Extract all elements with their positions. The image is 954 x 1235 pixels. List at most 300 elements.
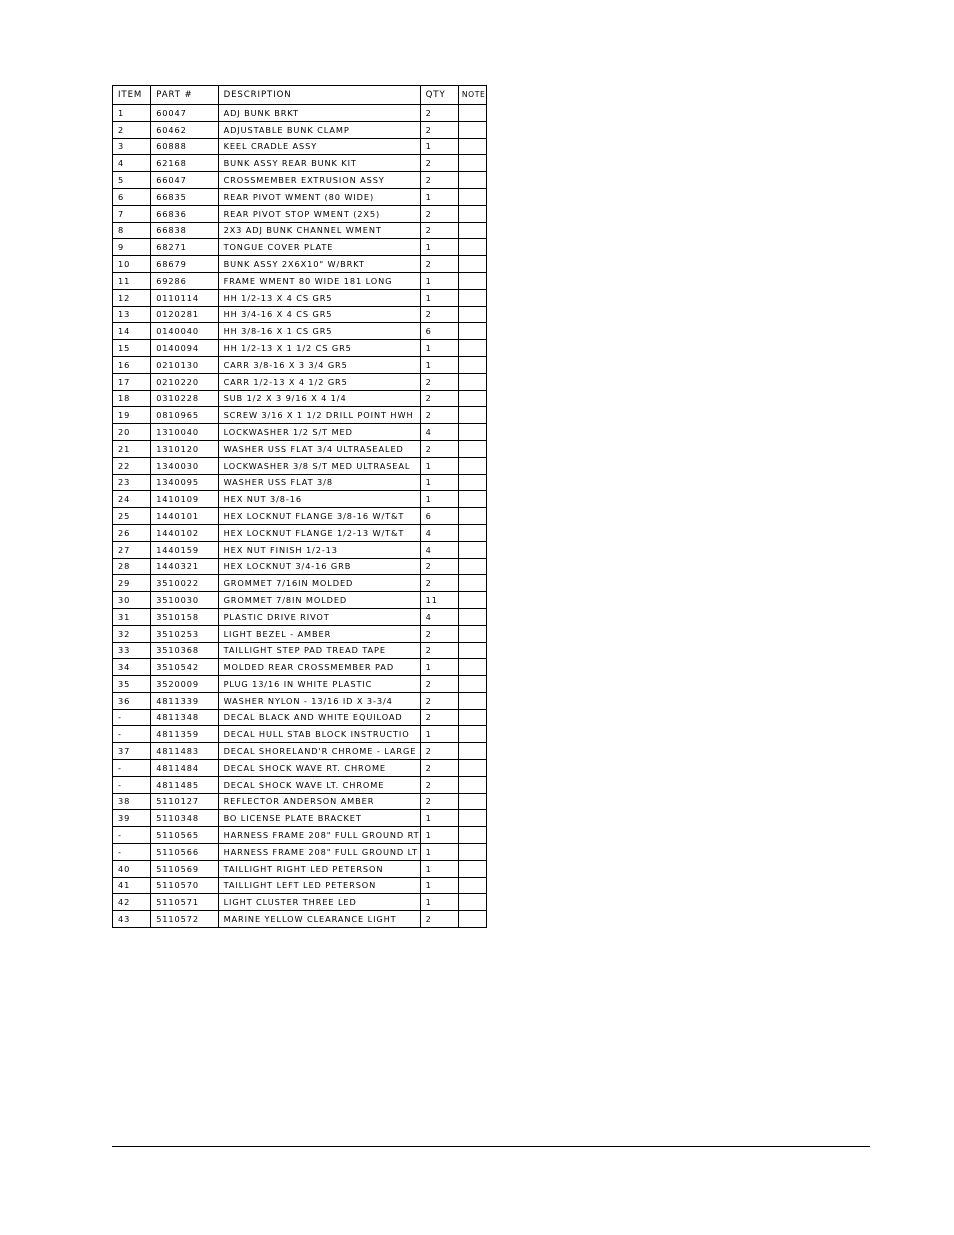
cell-part-number: 0310228: [151, 390, 218, 407]
cell-description: TAILLIGHT RIGHT LED PETERSON: [218, 860, 420, 877]
cell-description: DECAL SHORELAND'R CHROME - LARGE: [218, 743, 420, 760]
cell-item: 38: [113, 793, 151, 810]
cell-note: [458, 323, 486, 340]
cell-qty: 2: [420, 692, 458, 709]
cell-note: [458, 743, 486, 760]
table-row: [113, 205, 487, 222]
cell-description: FRAME WMENT 80 WIDE 181 LONG: [218, 272, 420, 289]
cell-item: 13: [113, 306, 151, 323]
cell-description: HEX LOCKNUT FLANGE 1/2-13 W/T&T: [218, 524, 420, 541]
cell-description: MARINE YELLOW CLEARANCE LIGHT: [218, 911, 420, 928]
cell-description: ADJUSTABLE BUNK CLAMP: [218, 121, 420, 138]
cell-part-number: 66835: [151, 188, 218, 205]
cell-part-number: 5110127: [151, 793, 218, 810]
cell-item: -: [113, 776, 151, 793]
cell-note: [458, 222, 486, 239]
cell-qty: 1: [420, 289, 458, 306]
cell-description: DECAL BLACK AND WHITE EQUILOAD: [218, 709, 420, 726]
cell-qty: 2: [420, 793, 458, 810]
cell-item: 2: [113, 121, 151, 138]
cell-note: [458, 172, 486, 189]
cell-qty: 2: [420, 743, 458, 760]
cell-note: [458, 642, 486, 659]
cell-description: PLASTIC DRIVE RIVOT: [218, 608, 420, 625]
cell-description: CROSSMEMBER EXTRUSION ASSY: [218, 172, 420, 189]
cell-qty: 2: [420, 575, 458, 592]
cell-note: [458, 592, 486, 609]
cell-item: 37: [113, 743, 151, 760]
cell-note: [458, 256, 486, 273]
cell-note: [458, 121, 486, 138]
cell-item: 21: [113, 440, 151, 457]
cell-description: REAR PIVOT STOP WMENT (2X5): [218, 205, 420, 222]
cell-note: [458, 625, 486, 642]
cell-qty: 11: [420, 592, 458, 609]
table-row: [113, 625, 487, 642]
cell-item: 34: [113, 659, 151, 676]
cell-item: 12: [113, 289, 151, 306]
cell-part-number: 5110566: [151, 844, 218, 861]
cell-note: [458, 860, 486, 877]
cell-description: BO LICENSE PLATE BRACKET: [218, 810, 420, 827]
cell-part-number: 3510158: [151, 608, 218, 625]
cell-note: [458, 709, 486, 726]
table-row: [113, 306, 487, 323]
cell-item: 5: [113, 172, 151, 189]
cell-note: [458, 659, 486, 676]
cell-description: HEX LOCKNUT FLANGE 3/8-16 W/T&T: [218, 508, 420, 525]
cell-description: BUNK ASSY 2X6X10" W/BRKT: [218, 256, 420, 273]
cell-part-number: 3520009: [151, 676, 218, 693]
cell-description: TONGUE COVER PLATE: [218, 239, 420, 256]
cell-part-number: 3510030: [151, 592, 218, 609]
cell-part-number: 60888: [151, 138, 218, 155]
table-row: [113, 272, 487, 289]
cell-item: 18: [113, 390, 151, 407]
cell-part-number: 4811483: [151, 743, 218, 760]
table-row: [113, 743, 487, 760]
cell-description: SUB 1/2 X 3 9/16 X 4 1/4: [218, 390, 420, 407]
header-item: ITEM: [113, 86, 151, 105]
cell-part-number: 5110565: [151, 827, 218, 844]
cell-description: HH 1/2-13 X 1 1/2 CS GR5: [218, 340, 420, 357]
cell-description: HEX LOCKNUT 3/4-16 GRB: [218, 558, 420, 575]
cell-item: 23: [113, 474, 151, 491]
cell-qty: 4: [420, 424, 458, 441]
cell-part-number: 5110348: [151, 810, 218, 827]
cell-description: MOLDED REAR CROSSMEMBER PAD: [218, 659, 420, 676]
cell-item: 22: [113, 457, 151, 474]
table-row: [113, 659, 487, 676]
cell-item: 20: [113, 424, 151, 441]
cell-note: [458, 205, 486, 222]
cell-item: 39: [113, 810, 151, 827]
cell-qty: 1: [420, 457, 458, 474]
cell-note: [458, 272, 486, 289]
cell-part-number: 0140094: [151, 340, 218, 357]
cell-item: 6: [113, 188, 151, 205]
footer-divider: [112, 1146, 870, 1147]
cell-part-number: 4811359: [151, 726, 218, 743]
header-qty: QTY: [420, 86, 458, 105]
table-row: [113, 827, 487, 844]
cell-part-number: 68679: [151, 256, 218, 273]
cell-item: 30: [113, 592, 151, 609]
cell-qty: 2: [420, 625, 458, 642]
cell-qty: 1: [420, 491, 458, 508]
table-row: [113, 340, 487, 357]
table-row: [113, 692, 487, 709]
header-note: NOTE: [458, 86, 486, 105]
cell-qty: 1: [420, 726, 458, 743]
cell-item: 14: [113, 323, 151, 340]
cell-description: PLUG 13/16 IN WHITE PLASTIC: [218, 676, 420, 693]
cell-qty: 1: [420, 138, 458, 155]
cell-note: [458, 289, 486, 306]
cell-description: HARNESS FRAME 208" FULL GROUND LT: [218, 844, 420, 861]
cell-item: 3: [113, 138, 151, 155]
cell-qty: 1: [420, 356, 458, 373]
cell-item: -: [113, 760, 151, 777]
cell-part-number: 60047: [151, 105, 218, 122]
table-row: [113, 424, 487, 441]
cell-qty: 2: [420, 642, 458, 659]
table-row: [113, 407, 487, 424]
cell-note: [458, 356, 486, 373]
cell-item: 4: [113, 155, 151, 172]
cell-note: [458, 138, 486, 155]
cell-note: [458, 541, 486, 558]
cell-qty: 6: [420, 508, 458, 525]
cell-part-number: 1410109: [151, 491, 218, 508]
cell-description: DECAL SHOCK WAVE LT. CHROME: [218, 776, 420, 793]
cell-qty: 1: [420, 474, 458, 491]
table-row: [113, 793, 487, 810]
cell-item: 33: [113, 642, 151, 659]
cell-qty: 2: [420, 373, 458, 390]
cell-note: [458, 440, 486, 457]
cell-description: HEX NUT 3/8-16: [218, 491, 420, 508]
cell-qty: 1: [420, 860, 458, 877]
header-description: DESCRIPTION: [218, 86, 420, 105]
cell-note: [458, 793, 486, 810]
cell-part-number: 0110114: [151, 289, 218, 306]
table-row: [113, 760, 487, 777]
table-row: [113, 356, 487, 373]
cell-description: REAR PIVOT WMENT (80 WIDE): [218, 188, 420, 205]
cell-item: -: [113, 726, 151, 743]
cell-note: [458, 474, 486, 491]
cell-qty: 1: [420, 340, 458, 357]
cell-item: 11: [113, 272, 151, 289]
cell-qty: 1: [420, 188, 458, 205]
table-row: [113, 239, 487, 256]
table-row: [113, 457, 487, 474]
cell-part-number: 1440102: [151, 524, 218, 541]
cell-qty: 2: [420, 776, 458, 793]
cell-item: 40: [113, 860, 151, 877]
table-row: [113, 776, 487, 793]
cell-part-number: 0140040: [151, 323, 218, 340]
cell-part-number: 1440101: [151, 508, 218, 525]
cell-description: LIGHT CLUSTER THREE LED: [218, 894, 420, 911]
cell-item: -: [113, 844, 151, 861]
table-row: [113, 575, 487, 592]
cell-part-number: 66838: [151, 222, 218, 239]
cell-part-number: 5110569: [151, 860, 218, 877]
cell-item: 16: [113, 356, 151, 373]
cell-note: [458, 776, 486, 793]
cell-description: LOCKWASHER 1/2 S/T MED: [218, 424, 420, 441]
cell-qty: 4: [420, 541, 458, 558]
cell-item: -: [113, 709, 151, 726]
cell-qty: 1: [420, 844, 458, 861]
table-row: [113, 524, 487, 541]
cell-part-number: 68271: [151, 239, 218, 256]
cell-description: HH 1/2-13 X 4 CS GR5: [218, 289, 420, 306]
cell-note: [458, 726, 486, 743]
cell-note: [458, 457, 486, 474]
cell-note: [458, 558, 486, 575]
table-row: [113, 844, 487, 861]
table-row: [113, 440, 487, 457]
cell-item: 27: [113, 541, 151, 558]
cell-part-number: 3510368: [151, 642, 218, 659]
table-row: [113, 373, 487, 390]
cell-part-number: 4811485: [151, 776, 218, 793]
cell-qty: 2: [420, 155, 458, 172]
cell-description: HH 3/8-16 X 1 CS GR5: [218, 323, 420, 340]
cell-qty: 2: [420, 760, 458, 777]
cell-part-number: 4811339: [151, 692, 218, 709]
table-row: [113, 726, 487, 743]
cell-item: 17: [113, 373, 151, 390]
cell-description: WASHER USS FLAT 3/8: [218, 474, 420, 491]
cell-qty: 2: [420, 256, 458, 273]
cell-item: 31: [113, 608, 151, 625]
cell-note: [458, 676, 486, 693]
cell-note: [458, 575, 486, 592]
cell-description: 2X3 ADJ BUNK CHANNEL WMENT: [218, 222, 420, 239]
cell-part-number: 1440159: [151, 541, 218, 558]
table-row: [113, 323, 487, 340]
cell-description: REFLECTOR ANDERSON AMBER: [218, 793, 420, 810]
cell-item: 26: [113, 524, 151, 541]
cell-qty: 2: [420, 911, 458, 928]
table-row: [113, 709, 487, 726]
cell-qty: 1: [420, 877, 458, 894]
table-row: [113, 676, 487, 693]
table-body: [113, 105, 487, 928]
cell-qty: 2: [420, 121, 458, 138]
table-row: [113, 877, 487, 894]
cell-item: 25: [113, 508, 151, 525]
cell-description: GROMMET 7/8IN MOLDED: [218, 592, 420, 609]
cell-note: [458, 340, 486, 357]
cell-note: [458, 424, 486, 441]
cell-description: DECAL HULL STAB BLOCK INSTRUCTIO: [218, 726, 420, 743]
cell-description: HARNESS FRAME 208" FULL GROUND RT: [218, 827, 420, 844]
cell-note: [458, 911, 486, 928]
table-row: [113, 474, 487, 491]
cell-qty: 1: [420, 894, 458, 911]
cell-note: [458, 105, 486, 122]
cell-item: 7: [113, 205, 151, 222]
cell-note: [458, 524, 486, 541]
cell-part-number: 66047: [151, 172, 218, 189]
table-row: [113, 508, 487, 525]
table-row: [113, 911, 487, 928]
cell-item: 32: [113, 625, 151, 642]
cell-qty: 2: [420, 222, 458, 239]
cell-part-number: 1340030: [151, 457, 218, 474]
cell-part-number: 3510253: [151, 625, 218, 642]
table-row: [113, 172, 487, 189]
cell-note: [458, 407, 486, 424]
cell-part-number: 62168: [151, 155, 218, 172]
cell-description: BUNK ASSY REAR BUNK KIT: [218, 155, 420, 172]
cell-description: HH 3/4-16 X 4 CS GR5: [218, 306, 420, 323]
cell-qty: 2: [420, 440, 458, 457]
cell-qty: 2: [420, 306, 458, 323]
cell-item: 1: [113, 105, 151, 122]
cell-qty: 2: [420, 407, 458, 424]
cell-description: LOCKWASHER 3/8 S/T MED ULTRASEAL: [218, 457, 420, 474]
cell-description: WASHER USS FLAT 3/4 ULTRASEALED: [218, 440, 420, 457]
table-row: [113, 491, 487, 508]
cell-qty: 2: [420, 676, 458, 693]
table-row: [113, 541, 487, 558]
cell-part-number: 5110572: [151, 911, 218, 928]
cell-item: 8: [113, 222, 151, 239]
cell-part-number: 0120281: [151, 306, 218, 323]
cell-note: [458, 827, 486, 844]
cell-qty: 1: [420, 239, 458, 256]
cell-qty: 1: [420, 272, 458, 289]
cell-item: -: [113, 827, 151, 844]
cell-description: CARR 1/2-13 X 4 1/2 GR5: [218, 373, 420, 390]
cell-note: [458, 373, 486, 390]
cell-part-number: 60462: [151, 121, 218, 138]
cell-qty: 2: [420, 390, 458, 407]
cell-qty: 1: [420, 810, 458, 827]
cell-description: CARR 3/8-16 X 3 3/4 GR5: [218, 356, 420, 373]
cell-qty: 2: [420, 205, 458, 222]
cell-qty: 4: [420, 608, 458, 625]
table-row: [113, 860, 487, 877]
cell-qty: 2: [420, 558, 458, 575]
cell-note: [458, 155, 486, 172]
cell-note: [458, 306, 486, 323]
cell-note: [458, 692, 486, 709]
header-part-number: PART #: [151, 86, 218, 105]
cell-item: 10: [113, 256, 151, 273]
cell-part-number: 66836: [151, 205, 218, 222]
table-row: [113, 592, 487, 609]
cell-part-number: 69286: [151, 272, 218, 289]
table-row: [113, 256, 487, 273]
cell-note: [458, 491, 486, 508]
cell-part-number: 0210130: [151, 356, 218, 373]
cell-description: TAILLIGHT LEFT LED PETERSON: [218, 877, 420, 894]
cell-item: 36: [113, 692, 151, 709]
cell-note: [458, 894, 486, 911]
cell-qty: 2: [420, 709, 458, 726]
cell-part-number: 5110571: [151, 894, 218, 911]
cell-item: 24: [113, 491, 151, 508]
cell-part-number: 1340095: [151, 474, 218, 491]
cell-item: 29: [113, 575, 151, 592]
table-row: [113, 121, 487, 138]
cell-part-number: 0210220: [151, 373, 218, 390]
cell-part-number: 1310040: [151, 424, 218, 441]
cell-qty: 1: [420, 659, 458, 676]
cell-note: [458, 877, 486, 894]
cell-note: [458, 390, 486, 407]
table-row: [113, 289, 487, 306]
table-row: [113, 188, 487, 205]
cell-note: [458, 508, 486, 525]
cell-note: [458, 810, 486, 827]
cell-description: WASHER NYLON - 13/16 ID X 3-3/4: [218, 692, 420, 709]
cell-qty: 2: [420, 105, 458, 122]
cell-note: [458, 844, 486, 861]
cell-description: KEEL CRADLE ASSY: [218, 138, 420, 155]
cell-qty: 1: [420, 827, 458, 844]
cell-item: 35: [113, 676, 151, 693]
table-row: [113, 155, 487, 172]
cell-note: [458, 760, 486, 777]
cell-part-number: 1310120: [151, 440, 218, 457]
cell-description: LIGHT BEZEL - AMBER: [218, 625, 420, 642]
cell-item: 43: [113, 911, 151, 928]
cell-description: ADJ BUNK BRKT: [218, 105, 420, 122]
cell-qty: 4: [420, 524, 458, 541]
cell-qty: 6: [420, 323, 458, 340]
cell-note: [458, 608, 486, 625]
cell-part-number: 1440321: [151, 558, 218, 575]
cell-note: [458, 239, 486, 256]
cell-part-number: 3510542: [151, 659, 218, 676]
header-row: [113, 86, 487, 105]
table-row: [113, 608, 487, 625]
cell-item: 19: [113, 407, 151, 424]
cell-part-number: 4811484: [151, 760, 218, 777]
table-row: [113, 138, 487, 155]
cell-description: HEX NUT FINISH 1/2-13: [218, 541, 420, 558]
cell-description: TAILLIGHT STEP PAD TREAD TAPE: [218, 642, 420, 659]
cell-part-number: 4811348: [151, 709, 218, 726]
cell-item: 28: [113, 558, 151, 575]
table-row: [113, 894, 487, 911]
cell-part-number: 5110570: [151, 877, 218, 894]
table-row: [113, 642, 487, 659]
parts-list-table: [112, 85, 487, 928]
cell-item: 41: [113, 877, 151, 894]
cell-part-number: 3510022: [151, 575, 218, 592]
cell-item: 9: [113, 239, 151, 256]
table-row: [113, 390, 487, 407]
table-header: [113, 86, 487, 105]
cell-part-number: 0810965: [151, 407, 218, 424]
cell-item: 42: [113, 894, 151, 911]
table-row: [113, 810, 487, 827]
table-row: [113, 105, 487, 122]
table-row: [113, 558, 487, 575]
cell-item: 15: [113, 340, 151, 357]
cell-description: DECAL SHOCK WAVE RT. CHROME: [218, 760, 420, 777]
cell-note: [458, 188, 486, 205]
